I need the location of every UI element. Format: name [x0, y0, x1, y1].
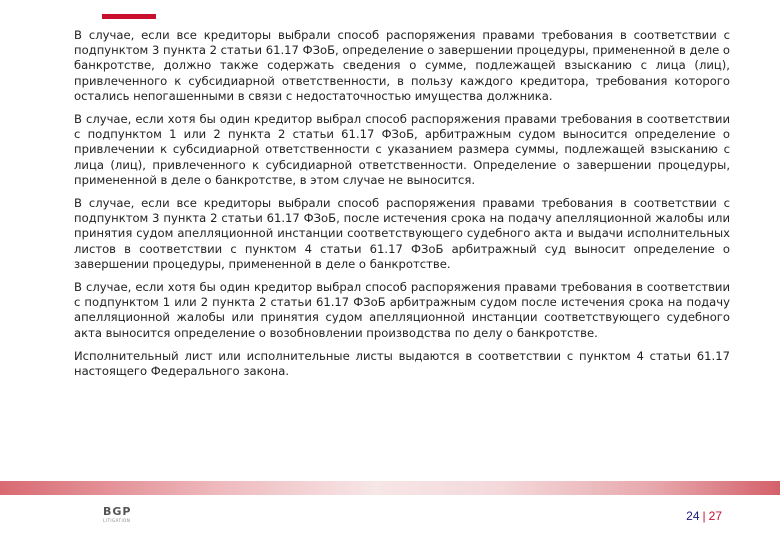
slide-body — [74, 28, 730, 387]
company-logo — [103, 506, 143, 524]
page-number — [686, 509, 722, 523]
page-total: 27 — [708, 509, 722, 523]
paragraph-1: В случае, если все кредиторы выбрали способ распоряжения правами требования в соответствии с подпунктом 3 пункта 2 статьи 61.17 ФЗоБ, определение о завершении процедуры, примененной в деле о банкротстве, должно также содержать сведения о сумме, подлежащей взысканию с лица (лиц), привлеченного к субсидиарной ответственности, в пользу каждого кредитора, требования которого остались непогашенными в связи с недостаточностью имущества должника. — [74, 28, 731, 103]
top-accent-bar — [102, 14, 156, 19]
paragraph-5: Исполнительный лист или исполнительные листы выдаются в соответствии с пунктом 4 статьи 61.17 настоящего Федерального закона. — [74, 348, 730, 379]
paragraph-3: В случае, если все кредиторы выбрали способ распоряжения правами требования в соответствии с подпунктом 3 пункта 2 статьи 61.17 ФЗоБ, после истечения срока на подачу апелляционной жалобы или принятия судом апелляционной инстанции соответствующего судебного акта и выдачи исполнительных листов в соответствии с пунктом 4 статьи 61.17 ФЗоБ арбитражный суд выносит определение о завершении процедуры, примененной в деле о банкротстве. — [74, 196, 730, 271]
paragraph-2: В случае, если хотя бы один кредитор выбрал способ распоряжения правами требования в соответствии с подпунктом 1 или 2 пункта 2 статьи 61.17 ФЗоБ, арбитражным судом выносится определение о привлечении к субсидиарной ответственности с указанием размера суммы, подлежащей взысканию с лица (лиц), привлеченного к субсидиарной ответственности. Определение о завершении процедуры, примененной в деле о банкротстве, в этом случае не выносится. — [74, 112, 730, 187]
page-separator: | — [702, 509, 706, 523]
logo-sub-text: LITIGATION — [103, 518, 131, 523]
page-current: 24 — [686, 509, 700, 523]
paragraph-4: В случае, если хотя бы один кредитор выбрал способ распоряжения правами требования в соответствии с подпунктом 1 или 2 пункта 2 статьи 61.17 ФЗоБ арбитражным судом после истечения срока на подачу апелляционной жалобы или принятия судом апелляционной инстанции соответствующего судебного акта выносится определение о возобновлении производства по делу о банкротстве. — [74, 280, 730, 340]
footer-gradient-band — [0, 481, 780, 495]
logo-main-text: BGP — [103, 505, 132, 518]
